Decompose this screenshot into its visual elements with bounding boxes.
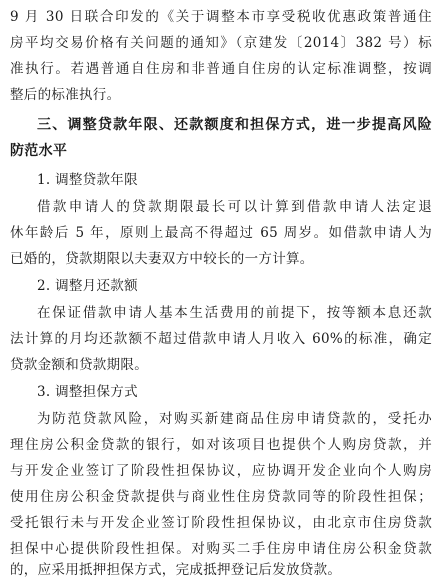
section-heading-3-cont: 防范水平 — [10, 143, 68, 159]
paragraph-guarantee-line-2: 理住房公积金贷款的银行，如对该项目也提供个人购房贷款，并 — [10, 437, 432, 453]
paragraph-guarantee-line-5: 受托银行未与开发企业签订阶段性担保协议，由北京市住房贷款 — [10, 515, 432, 531]
section-heading-3: 三、调整贷款年限、还款额度和担保方式，进一步提高风险 — [37, 117, 432, 133]
text-line-3: 准执行。若遇普通自住房和非普通自住房的认定标准调整，按调 — [10, 61, 432, 77]
paragraph-monthly-payment-line-2: 法计算的月均还款额不超过借款申请人月收入 60%的标准，确定 — [10, 331, 432, 347]
paragraph-guarantee-line-3: 与开发企业签订了阶段性担保协议，应协调开发企业向个人购房 — [10, 463, 432, 479]
paragraph-monthly-payment-line-1: 在保证借款申请人基本生活费用的前提下，按等额本息还款 — [37, 305, 432, 321]
subheading-guarantee: 3. 调整担保方式 — [37, 384, 138, 400]
text-line-2: 房平均交易价格有关问题的通知》（京建发〔2014〕382 号）标 — [10, 35, 432, 51]
paragraph-loan-term-line-2: 休年龄后 5 年，原则上最高不得超过 65 周岁。如借款申请人为 — [10, 225, 432, 241]
text-line-1: 9 月 30 日联合印发的《关于调整本市享受税收优惠政策普通住 — [10, 9, 432, 25]
paragraph-guarantee-line-7: 的，应采用抵押担保方式，完成抵押登记后发放贷款。 — [10, 562, 342, 578]
text-line-4: 整后的标准执行。 — [10, 87, 121, 103]
subheading-monthly-payment: 2. 调整月还款额 — [37, 278, 138, 294]
subheading-loan-term: 1. 调整贷款年限 — [37, 172, 138, 188]
paragraph-guarantee-line-1: 为防范贷款风险，对购买新建商品住房申请贷款的，受托办 — [37, 411, 432, 427]
paragraph-guarantee-line-6: 担保中心提供阶段性担保。对购买二手住房申请住房公积金贷款 — [10, 541, 432, 557]
paragraph-loan-term-line-1: 借款申请人的贷款期限最长可以计算到借款申请人法定退 — [37, 199, 432, 215]
paragraph-loan-term-line-3: 已婚的，贷款期限以夫妻双方中较长的一方计算。 — [10, 251, 314, 267]
paragraph-guarantee-line-4: 使用住房公积金贷款提供与商业性住房贷款同等的阶段性担保； — [10, 489, 432, 505]
paragraph-monthly-payment-line-3: 贷款金额和贷款期限。 — [10, 357, 148, 373]
